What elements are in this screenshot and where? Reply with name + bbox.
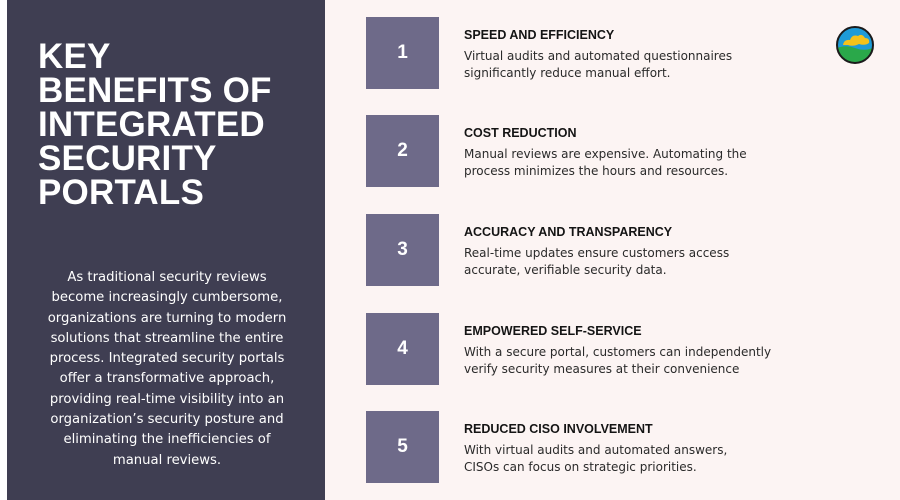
benefits-panel	[325, 0, 900, 500]
benefit-description-line: process minimizes the hours and resources.	[464, 163, 729, 178]
benefit-heading: EMPOWERED SELF-SERVICE	[464, 324, 642, 338]
benefit-number-box	[366, 313, 439, 385]
benefit-number: 5	[397, 436, 408, 457]
benefit-heading: SPEED AND EFFICIENCY	[464, 28, 615, 42]
intro-line: As traditional security reviews	[67, 270, 267, 285]
cloud-landscape-logo-icon	[835, 25, 875, 65]
benefit-item-5	[366, 411, 866, 483]
intro-line: process. Integrated security portals	[49, 351, 285, 367]
intro-line: manual reviews.	[112, 452, 222, 468]
benefit-number: 2	[397, 140, 408, 161]
title-line: KEY	[38, 37, 111, 76]
intro-line: offer a transformative approach,	[59, 371, 275, 387]
benefit-text	[464, 324, 864, 377]
left-panel	[7, 0, 325, 500]
benefit-description-line: With a secure portal, customers can independently	[464, 345, 772, 359]
benefit-heading: ACCURACY AND TRANSPARENCY	[464, 225, 673, 239]
benefit-description-line: Real-time updates ensure customers access	[464, 246, 730, 260]
title-line: BENEFITS OF	[38, 71, 272, 110]
benefit-text	[464, 126, 864, 179]
benefit-description-line: significantly reduce manual effort.	[464, 65, 671, 80]
intro-line: providing real-time visibility into an	[49, 391, 285, 407]
benefit-description-line: accurate, verifiable security data.	[464, 262, 667, 277]
benefit-heading: REDUCED CISO INVOLVEMENT	[464, 422, 653, 436]
benefit-item-3	[366, 214, 866, 286]
benefit-text	[464, 225, 864, 278]
benefit-number: 3	[397, 239, 408, 260]
benefit-description-line: Manual reviews are expensive. Automating the	[464, 147, 747, 161]
benefit-number-box	[366, 17, 439, 89]
intro-line: organization’s security posture and	[50, 412, 284, 428]
intro-line: eliminating the inefficiencies of	[63, 432, 271, 448]
benefit-number: 1	[397, 42, 408, 63]
benefit-number-box	[366, 115, 439, 187]
benefit-description-line: verify security measures at their convenience	[464, 361, 740, 376]
benefit-item-4	[366, 313, 866, 385]
benefit-description-line: With virtual audits and automated answers,	[464, 443, 728, 457]
benefit-number: 4	[397, 338, 408, 359]
benefit-description-line: CISOs can focus on strategic priorities.	[464, 459, 697, 474]
intro-paragraph	[29, 268, 305, 471]
title-line: PORTALS	[38, 173, 205, 212]
benefit-heading: COST REDUCTION	[464, 126, 577, 140]
benefit-number-box	[366, 214, 439, 286]
benefit-number-box	[366, 411, 439, 483]
benefit-description-line: Virtual audits and automated questionnaires	[464, 49, 733, 63]
intro-line: become increasingly cumbersome,	[51, 290, 283, 306]
intro-line: organizations are turning to modern	[47, 310, 287, 326]
title-line: INTEGRATED	[38, 105, 265, 144]
benefit-item-2	[366, 115, 866, 187]
page-title	[38, 37, 318, 212]
benefit-text	[464, 422, 864, 475]
benefit-item-1	[366, 17, 866, 89]
intro-line: solutions that streamline the entire	[50, 330, 284, 346]
benefit-text	[464, 28, 864, 81]
title-line: SECURITY	[38, 139, 217, 178]
